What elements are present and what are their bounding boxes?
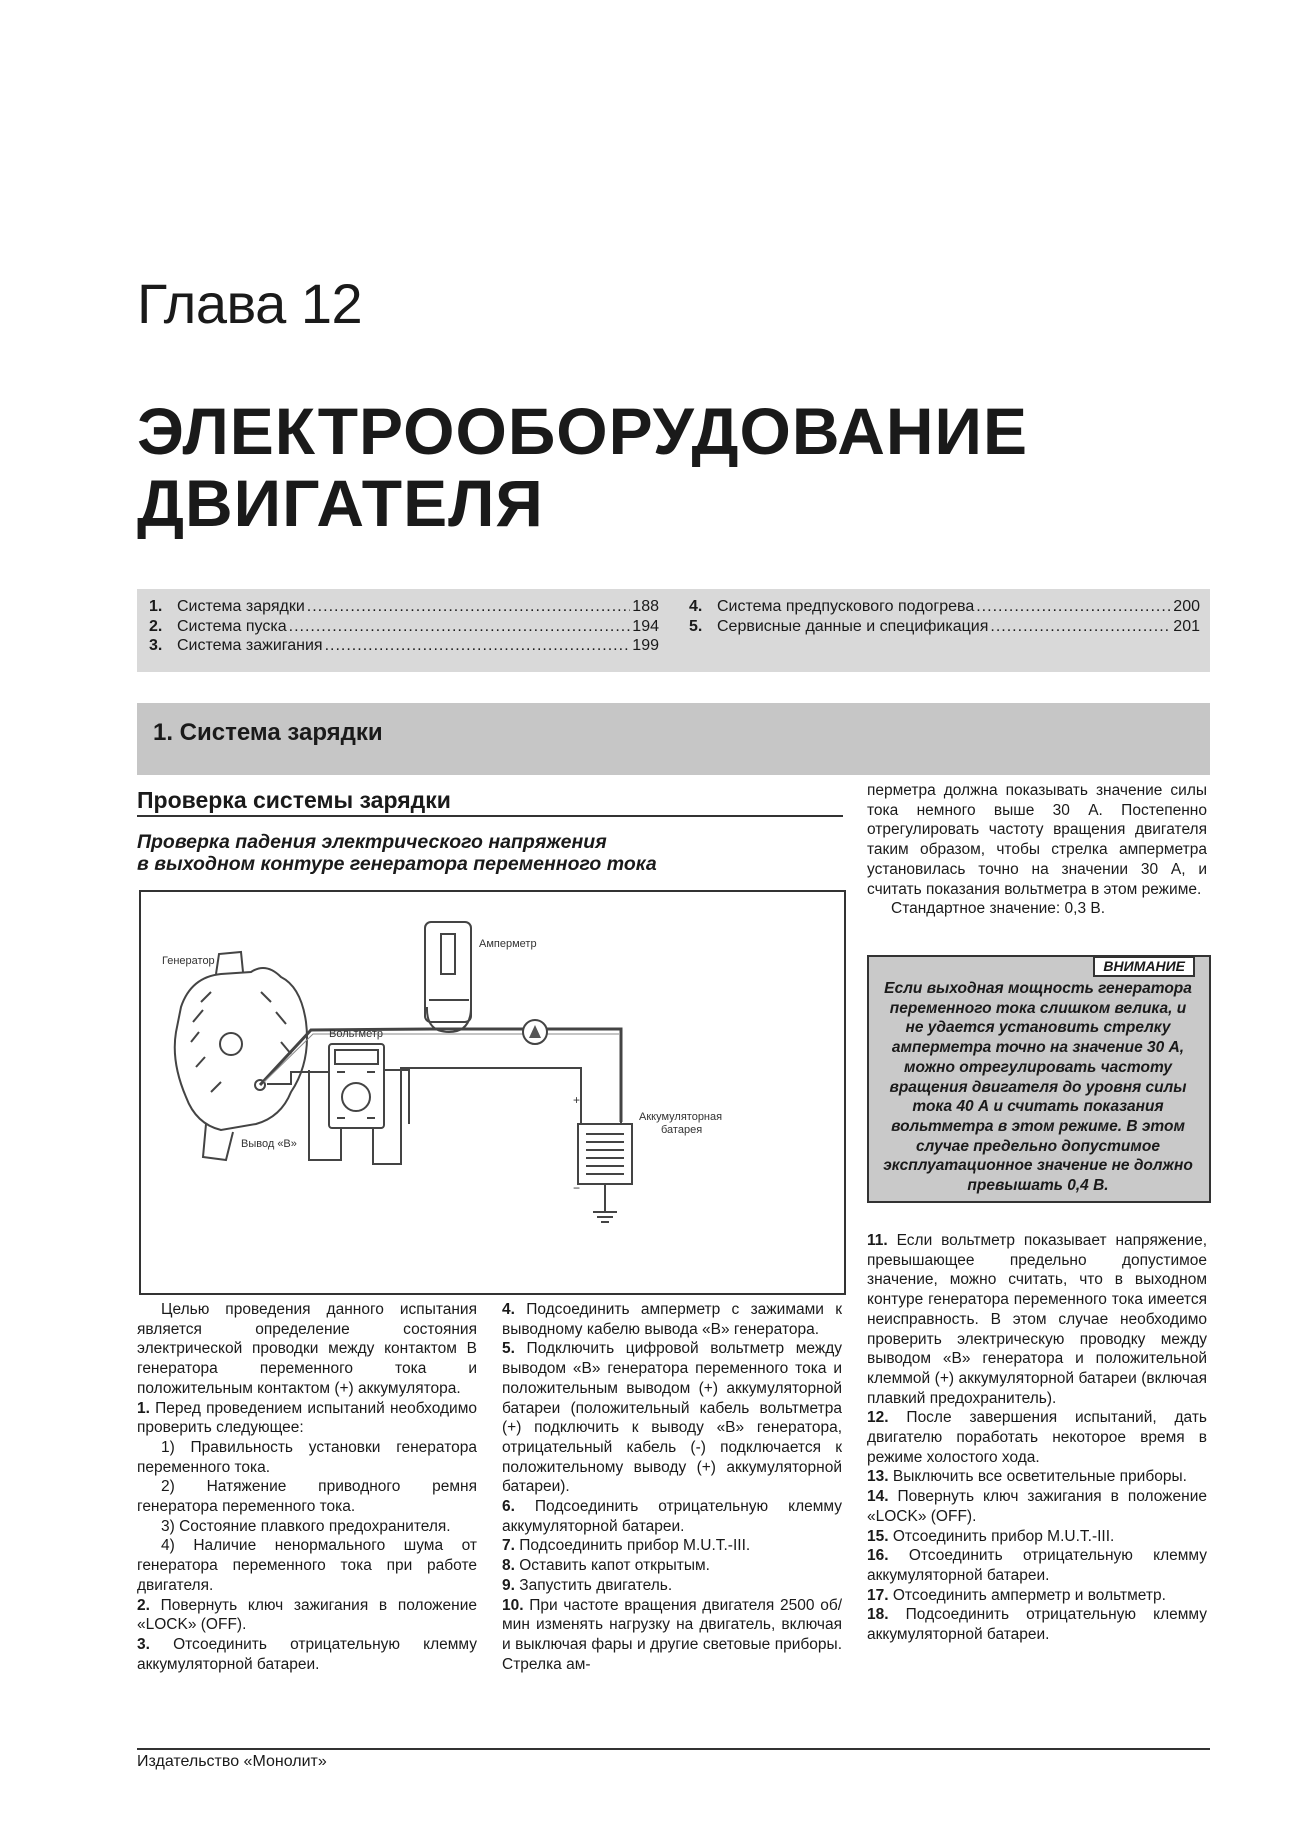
toc-item — [689, 617, 1200, 637]
step-5 — [502, 1339, 842, 1497]
step-7 — [502, 1536, 842, 1556]
voltmeter-label: Вольтметр — [329, 1028, 384, 1040]
step-text: Отсоединить отрицательную клемму аккумуляторной батареи. — [137, 1635, 477, 1673]
toc-item — [689, 597, 1200, 617]
ammeter-window — [441, 934, 455, 974]
procedure-title — [137, 831, 777, 875]
voltmeter-display — [335, 1050, 378, 1064]
generator-mount-top — [216, 952, 243, 974]
toc-item-number: 5. — [689, 617, 703, 635]
step-number: 15. — [867, 1527, 889, 1545]
step-text: При частоте вращения двигателя 2500 об/мин изменять нагрузку на двигатель, включая и выключая фары и другие световые приборы. Стрелка ам- — [502, 1596, 843, 1673]
page-title — [137, 395, 1028, 539]
toc-leader — [990, 617, 1171, 637]
subsection-rule — [137, 815, 843, 817]
toc-leader — [307, 597, 631, 617]
battery-label-line-1: Аккумуляторная — [639, 1111, 723, 1123]
chapter-label: Глава 12 — [137, 272, 363, 335]
intro-paragraph: Целью проведения данного испытания является определение состояния электрической проводки между контактом В генератора переменного тока и положительным контактом (+) аккумулятора. — [137, 1301, 477, 1397]
toc-item-label: Система предпускового подогрева — [717, 598, 975, 615]
step-number: 11. — [867, 1232, 888, 1249]
step-number: 17. — [867, 1586, 889, 1604]
toc-item-page: 201 — [1173, 617, 1200, 635]
step-text: Отсоединить амперметр и вольтметр. — [892, 1586, 1166, 1604]
toc-item-page: 188 — [632, 598, 659, 615]
step-text: Подсоединить отрицательную клемму аккумуляторной батареи. — [867, 1606, 1207, 1644]
voltmeter-lead-right — [384, 1070, 409, 1124]
page-title-line-2: ДВИГАТЕЛЯ — [137, 466, 544, 540]
step-text: Повернуть ключ зажигания в положение «LOCK» (OFF). — [867, 1488, 1207, 1525]
ground-symbol — [593, 1212, 617, 1222]
step-text: Запустить двигатель. — [519, 1576, 673, 1594]
wiring-diagram-svg — [141, 892, 844, 1293]
step-text: Перед проведением испытаний необходимо проверить следующее: — [137, 1399, 477, 1437]
toc-leader — [976, 597, 1171, 617]
step-number: 7. — [502, 1537, 515, 1555]
step-text: После завершения испытаний, дать двигателю поработать некоторое время в режиме холостого хода. — [867, 1409, 1207, 1466]
step-number: 14. — [867, 1488, 889, 1506]
step-text: Подсоединить амперметр с зажимами к выводному кабелю вывода «В» генератора. — [502, 1301, 842, 1338]
toc-item-number: 3. — [149, 637, 163, 654]
substep: 2) Натяжение приводного ремня генератора переменного тока. — [137, 1478, 477, 1516]
generator-label: Генератор — [162, 955, 215, 967]
toc-item-label: Система зажигания — [177, 637, 323, 654]
toc-leader — [325, 636, 631, 656]
section-title: 1. Система зарядки — [153, 719, 383, 746]
step-number: 2. — [137, 1596, 150, 1614]
step-number: 8. — [502, 1557, 515, 1575]
step-text: Отсоединить отрицательную клемму аккумуляторной батареи. — [867, 1547, 1207, 1584]
toc-item-number: 1. — [149, 598, 163, 615]
toc-item-number: 4. — [689, 598, 703, 615]
text-column-3-bottom — [867, 1231, 1207, 1645]
step-number: 6. — [502, 1498, 515, 1516]
toc-item-page: 200 — [1173, 598, 1200, 615]
text-column-2 — [502, 1300, 842, 1674]
step-10 — [502, 1596, 842, 1675]
footer-publisher: Издательство «Монолит» — [137, 1753, 327, 1770]
battery-label-line-2: батарея — [661, 1124, 703, 1136]
output-wire-inner — [264, 1034, 619, 1082]
text-column-3-top — [867, 781, 1207, 919]
step-3 — [137, 1635, 477, 1674]
step-text: Подсоединить прибор M.U.T.-III. — [519, 1537, 751, 1555]
step-number: 1. — [137, 1399, 150, 1417]
footer-rule — [137, 1748, 1210, 1750]
step-18 — [867, 1605, 1207, 1644]
step-13 — [867, 1467, 1207, 1487]
step-8 — [502, 1556, 842, 1576]
step-text: Подключить цифровой вольтметр между выводом «В» генератора переменного тока и положительным выводом (+) аккумуляторной батареи (положительный кабель вольтметра (+) подключить к выводу «В» генератора, отрицательный кабель (-) подключается к положительному выводу (+) аккумуляторной батареи). — [502, 1340, 842, 1496]
step-number: 5. — [502, 1340, 515, 1358]
battery-minus-label: − — [573, 1181, 581, 1195]
output-wire — [260, 1029, 621, 1122]
continued-paragraph: перметра должна показывать значение силы тока немного выше 30 А. Постепенно отрегулировать частоту вращения двигателя таким образом, чтобы стрелка амперметра установилась точно на значении 30 А, и считать показания вольтметра в этом режиме. — [867, 782, 1207, 898]
voltmeter-negative-lead — [373, 1068, 581, 1164]
ammeter-label: Амперметр — [479, 938, 537, 950]
step-number: 12. — [867, 1409, 889, 1427]
step-text: Подсоединить отрицательную клемму аккумуляторной батареи. — [502, 1498, 842, 1535]
step-9 — [502, 1576, 842, 1596]
toc-column-right — [689, 597, 1200, 636]
step-15 — [867, 1527, 1207, 1547]
step-text: Выключить все осветительные приборы. — [892, 1468, 1187, 1486]
step-number: 10. — [502, 1596, 524, 1614]
step-2 — [137, 1596, 477, 1635]
substep: 1) Правильность установки генератора переменного тока. — [137, 1438, 477, 1476]
step-1 — [137, 1399, 477, 1438]
subsection-title: Проверка системы зарядки — [137, 787, 451, 813]
step-17 — [867, 1586, 1207, 1606]
attention-box — [867, 955, 1211, 1203]
step-number: 4. — [502, 1301, 515, 1318]
step-text: Если вольтметр показывает напряжение, превышающее предельно допустимое значение, можно считать, что в выходном контуре генератора переменного тока имеется неисправность. В этом случае необходимо проверить электрическую проводку между выводом «В» генератора и положительной клеммой (+) аккумуляторной батареи (включая плавкий предохранитель). — [867, 1232, 1207, 1407]
step-number: 16. — [867, 1547, 889, 1565]
toc-item-label: Система зарядки — [177, 598, 305, 615]
toc-item — [149, 636, 659, 656]
toc-item-number: 2. — [149, 617, 163, 635]
section-header — [137, 703, 1210, 775]
battery-plus-label: + — [573, 1093, 581, 1107]
step-number: 13. — [867, 1468, 889, 1486]
page-title-line-1: ЭЛЕКТРООБОРУДОВАНИЕ — [137, 394, 1028, 468]
procedure-title-line-1: Проверка падения электрического напряжения — [137, 831, 607, 853]
wiring-diagram — [139, 890, 846, 1295]
step-16 — [867, 1546, 1207, 1585]
terminal-b-label: Вывод «В» — [241, 1138, 297, 1150]
step-number: 9. — [502, 1576, 515, 1594]
toc-column-left — [149, 597, 659, 656]
table-of-contents — [137, 589, 1210, 672]
standard-value: Стандартное значение: 0,3 В. — [891, 900, 1106, 918]
step-text: Оставить капот открытым. — [519, 1557, 710, 1575]
attention-badge: ВНИМАНИЕ — [1093, 956, 1195, 977]
substep: 4) Наличие ненормального шума от генератора переменного тока при работе двигателя. — [137, 1537, 477, 1594]
step-text: Отсоединить прибор M.U.T.-III. — [892, 1527, 1115, 1545]
text-column-1 — [137, 1300, 477, 1674]
toc-item-page: 194 — [632, 617, 659, 635]
toc-item-page: 199 — [632, 637, 659, 654]
toc-item — [149, 597, 659, 617]
attention-text: Если выходная мощность генератора переменного тока слишком велика, и не удается установить стрелку амперметра точно на значение 30 А, можно отрегулировать частоту вращения двигателя до уровня силы тока 40 А и считать показания вольтметра в этом режиме. В этом случае предельно допустимое эксплуатационное значение не должно превышать 0,4 В. — [883, 980, 1193, 1195]
toc-item — [149, 617, 659, 637]
step-6 — [502, 1497, 842, 1536]
voltmeter-dial — [342, 1083, 370, 1111]
step-14 — [867, 1487, 1207, 1526]
step-4 — [502, 1300, 842, 1339]
toc-item-label: Система пуска — [177, 617, 287, 635]
toc-item-label: Сервисные данные и спецификация — [717, 617, 989, 635]
substep: 3) Состояние плавкого предохранителя. — [161, 1517, 451, 1535]
toc-leader — [289, 617, 631, 637]
step-12 — [867, 1408, 1207, 1467]
step-text: Повернуть ключ зажигания в положение «LOCK» (OFF). — [137, 1596, 477, 1634]
step-11 — [867, 1231, 1207, 1408]
step-number: 18. — [867, 1606, 889, 1624]
step-number: 3. — [137, 1635, 150, 1653]
generator-pulley — [220, 1033, 242, 1055]
procedure-title-line-2: в выходном контуре генератора переменного тока — [137, 853, 657, 875]
